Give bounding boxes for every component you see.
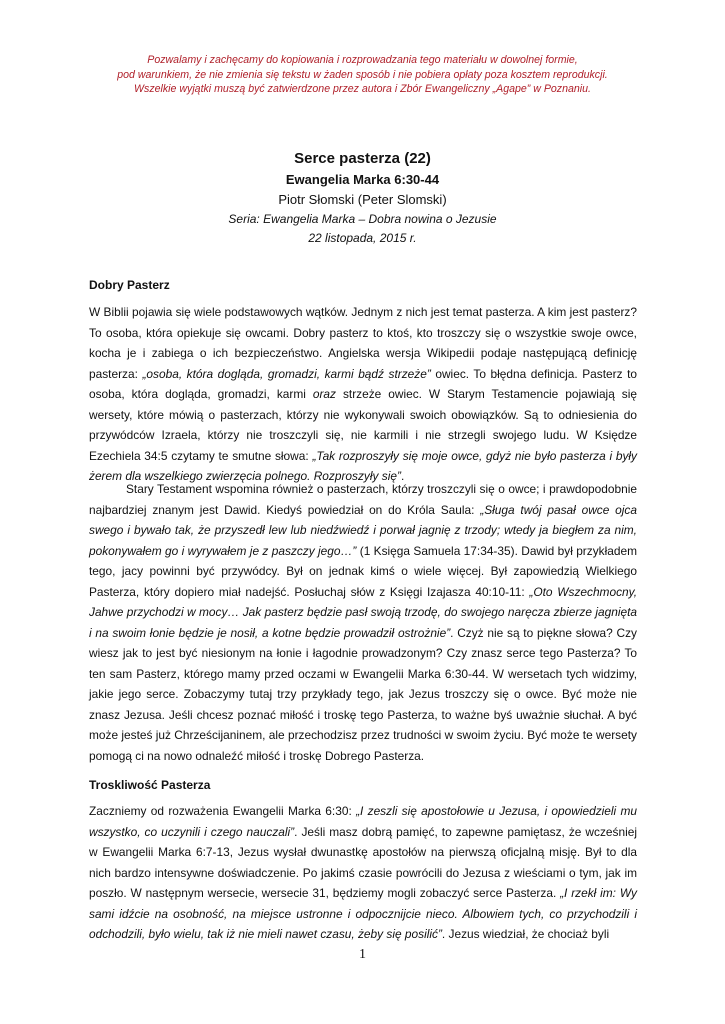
notice-line-2: pod warunkiem, że nie zmienia się tekstu w żaden sposób i nie pobiera opłaty poza kosztem reprodukcji. [117,68,608,81]
author: Piotr Słomski (Peter Slomski) [278,192,447,207]
notice-line-1: Pozwalamy i zachęcamy do kopiowania i rozprowadzania tego materiału w dowolnej formie, [147,54,578,66]
notice-line-3: Wszelkie wyjątki muszą być zatwierdzone przez autora i Zbór Ewangeliczny „Agape” w Poznaniu. [134,83,591,95]
title-block [0,148,725,248]
page-number: 1 [359,947,366,962]
document-title: Serce pasterza (22) [294,150,431,167]
paragraph-3: Zaczniemy od rozważenia Ewangelii Marka 6:30: „I zeszli się apostołowie u Jezusa, i opowiedzieli mu wszystko, co uczynili i czego nauczali”. Jeśli masz dobrą pamięć, to zapewne pamiętasz, że wcześniej w Ewangelii Marka 6:7-13, Jezus wysłał dwunastkę apostołów na pierwszą oficjalną misję. Był to dla nich bardzo intensywne doświadczenie. Po jakimś czasie powrócili do Jezusa z wieściami o tym, jak im poszło. W następnym wersecie, wersecie 31, będziemy mogli zobaczyć serce Pasterza. „I rzekł im: Wy sami idźcie na osobność, na miejsce ustronne i odpocznijcie nieco. Albowiem tych, co przychodzili i odchodzili, było wielu, tak iż nie mieli nawet czasu, żeby się posilić”. Jezus wiedział, że chociaż byli [89,804,638,941]
document-subtitle: Ewangelia Marka 6:30-44 [285,172,440,187]
paragraph-1: W Biblii pojawia się wiele podstawowych wątków. Jednym z nich jest temat pasterza. A kim jest pasterz? To osoba, która opiekuje się owcami. Dobry pasterz to ktoś, kto troszczy się o wszystkie swoje owce, kocha je i zabiega o ich bezpieczeństwo. Angielska wersja Wikipedii podaje następującą definicję pasterza: „osoba, która dogląda, gromadzi, karmi bądź strzeże” owiec. To błędna definicja. Pasterz to osoba, która dogląda, gromadzi, karmi oraz strzeże owiec. W Starym Testamencie pojawiają się wersety, które mówią o pasterzach, którzy nie wykonywali swoich obowiązków. Są to odniesienia do przywódców Izraela, którzy nie troszczyli się, nie karmili i nie strzegli swojego ludu. W Księdze Ezechiela 34:5 czytamy te smutne słowa: „Tak rozproszyły się moje owce, gdyż nie było pasterza i były żerem dla wszelkiego zwierzęcia polnego. Rozproszyły się”. [89,305,638,483]
section-heading-troskliwosc: Troskliwość Pasterza [89,778,211,792]
series: Seria: Ewangelia Marka – Dobra nowina o Jezusie [228,212,497,226]
section-heading-dobry-pasterz: Dobry Pasterz [89,278,170,292]
date: 22 listopada, 2015 r. [308,231,417,245]
paragraph-2: Stary Testament wspomina również o pasterzach, którzy troszczyli się o owce; i prawdopodobnie najbardziej znanym jest Dawid. Kiedyś powiedział on do Króla Saula: „Sługa twój pasał owce ojca swego i bywało tak, że przyszedł lew lub niedźwiedź i porwał jagnię z trzody; wtedy ja biegłem za nim, pokonywałem go i wyrywałem je z paszczy jego…” (1 Księga Samuela 17:34-35). Dawid był przykładem tego, jacy powinni być przywódcy. Był on jednak kimś o wiele więcej. Był zapowiedzią Wielkiego Pasterza, który dopiero miał nadejść. Posłuchaj słów z Księgi Izajasza 40:10-11: „Oto Wszechmocny, Jahwe przychodzi w mocy… Jak pasterz będzie pasł swoją trzodę, do swojego naręcza zbierze jagnięta i na swoim łonie będzie je nosił, a kotne będzie prowadził ostrożnie”. Czyż nie są to piękne słowa? Czy wiesz jak to jest być niesionym na łonie i łagodnie prowadzonym? Czy znasz serce tego Pasterza? To ten sam Pasterz, którego mamy przed oczami w Ewangelii Marka 6:30-44. W wersetach tych widzimy, jakie jego serce. Zobaczymy tutaj trzy przykłady tego, jak Jezus troszczy się o owce. Być może nie znasz Jezusa. Jeśli chcesz poznać miłość i troskę tego Pasterza, to ważne byś uważnie słuchał. A być może jesteś już Chrześcijaninem, ale przechodzisz przez trudności w swoim życiu. Być może te wersety pomogą ci na nowo odnaleźć miłość i troskę Dobrego Pasterza. [89,482,638,763]
copyright-notice [0,53,725,97]
